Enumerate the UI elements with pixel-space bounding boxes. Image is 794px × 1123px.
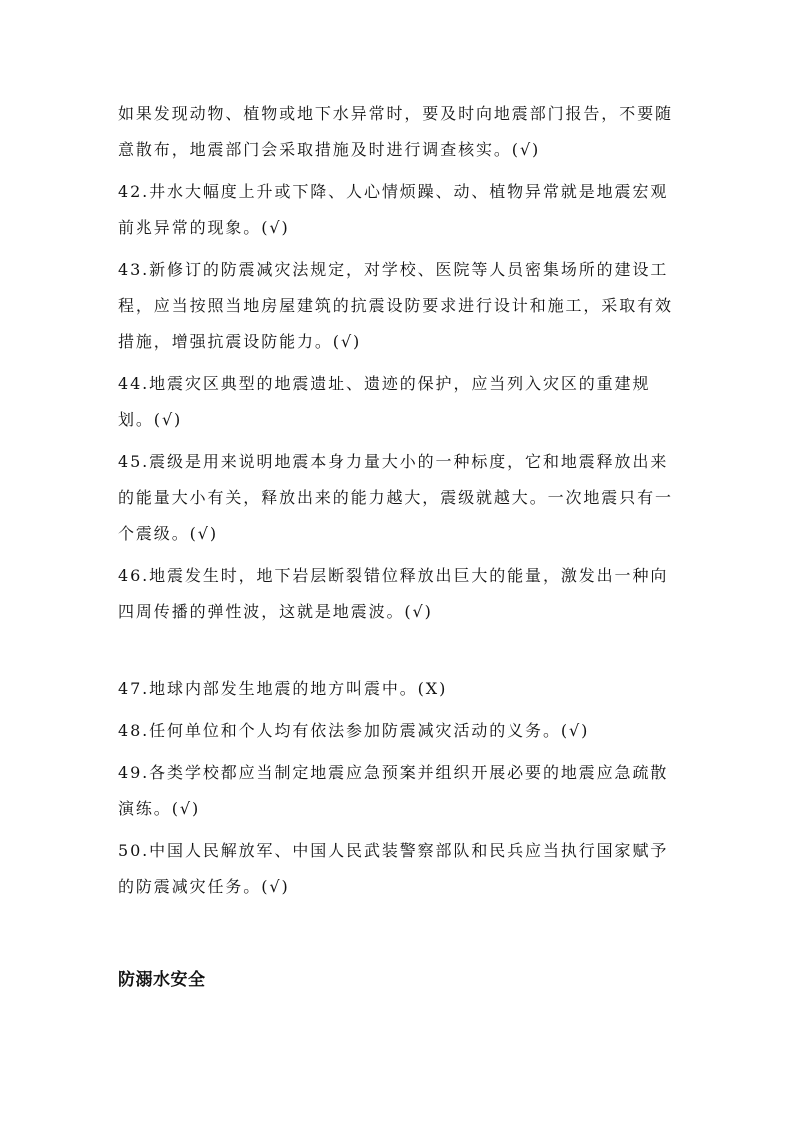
paragraph-item-44: 44.地震灾区典型的地震遗址、遗迹的保护，应当列入灾区的重建规划。(√) [118, 374, 651, 429]
paragraph-item-45: 45.震级是用来说明地震本身力量大小的一种标度，它和地震释放出来的能量大小有关，释放出来的能力越大，震级就越大。一次地震只有一个震级。(√) [118, 452, 673, 543]
paragraph-item-48: 48.任何单位和个人均有依法参加防震减灾活动的义务。(√) [118, 721, 590, 740]
section-heading: 防溺水安全 [118, 970, 206, 990]
paragraph-item-43: 43.新修订的防震减灾法规定，对学校、医院等人员密集场所的建设工程，应当按照当地房屋建筑的抗震设防要求进行设计和施工，采取有效措施，增强抗震设防能力。(√) [118, 260, 673, 351]
paragraph-intro: 如果发现动物、植物或地下水异常时，要及时向地震部门报告，不要随意散布，地震部门会采取措施及时进行调查核实。(√) [118, 104, 673, 159]
paragraph-item-47: 47.地球内部发生地震的地方叫震中。(X) [118, 679, 448, 698]
paragraph-item-50: 50.中国人民解放军、中国人民武装警察部队和民兵应当执行国家赋予的防震减灾任务。(√) [118, 841, 669, 896]
paragraph-item-49: 49.各类学校都应当制定地震应急预案并组织开展必要的地震应急疏散演练。(√) [118, 763, 669, 818]
paragraph-item-46: 46.地震发生时，地下岩层断裂错位释放出巨大的能量，激发出一种向四周传播的弹性波，这就是地震波。(√) [118, 566, 669, 621]
paragraph-item-42: 42.井水大幅度上升或下降、人心情烦躁、动、植物异常就是地震宏观前兆异常的现象。(√) [118, 182, 669, 237]
